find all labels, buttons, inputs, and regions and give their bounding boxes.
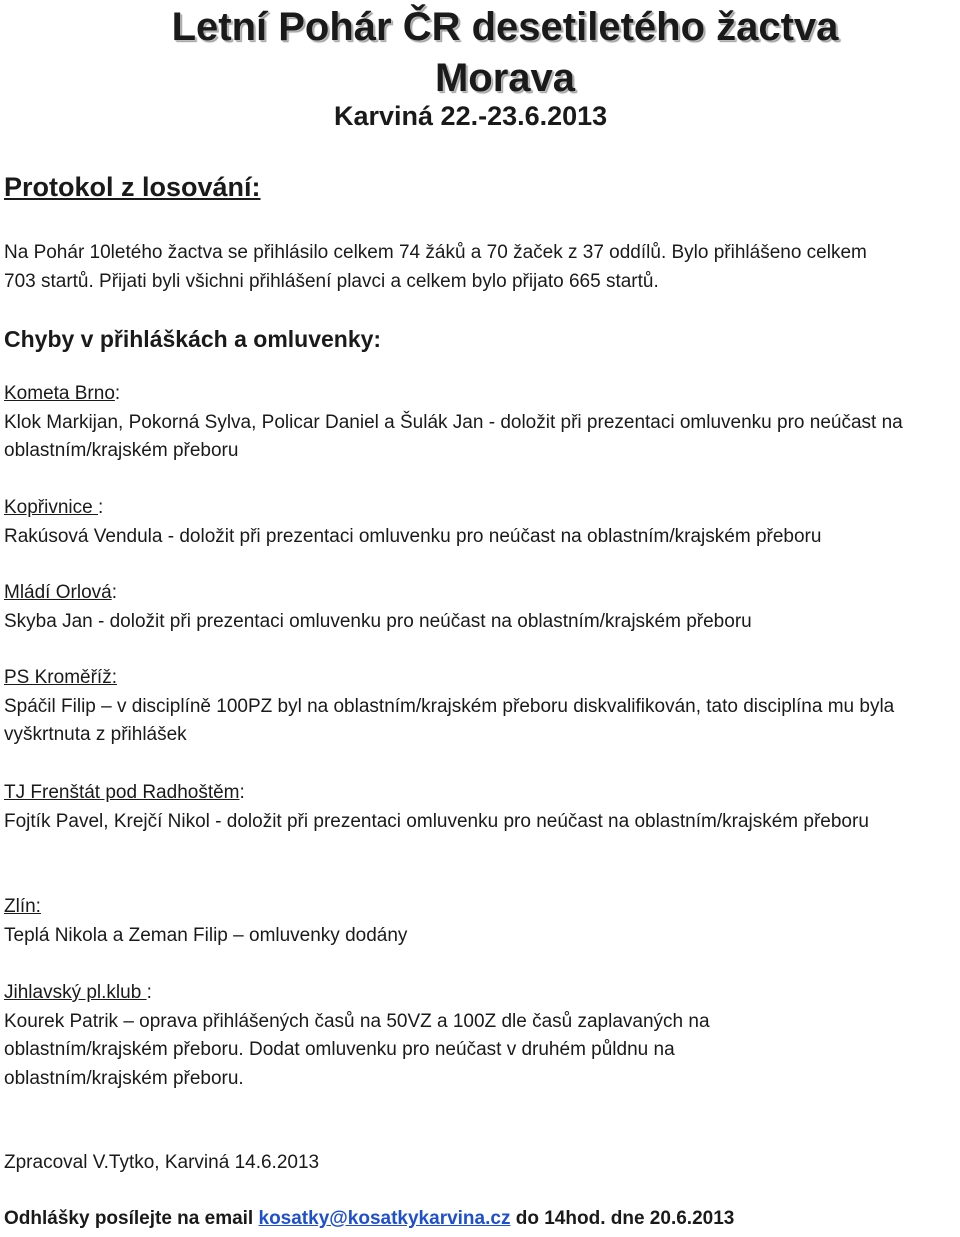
club-tj-frenstat [4, 779, 960, 836]
club-ps-kromeriz [4, 664, 960, 750]
club-koprivnice [4, 494, 960, 551]
club-jihlavsky-pl-klub [4, 979, 960, 1093]
club-note: Teplá Nikola a Zeman Filip – omluvenky dodány [4, 924, 408, 946]
club-note: Spáčil Filip – v disciplíně 100PZ byl na oblastním/krajském přeboru diskvalifikován, tato disciplína mu byla vyškrtnuta z přihlášek [4, 695, 895, 745]
club-mladi-orlova [4, 579, 960, 636]
club-name: Mládí Orlová: [4, 582, 117, 603]
intro-line-2: 703 startů. Přijati byli všichni přihlášení plavci a celkem bylo přijato 665 startů. [4, 270, 659, 292]
club-name: Jihlavský pl.klub : [4, 982, 152, 1003]
protocol-heading: Protokol z losování: [4, 172, 261, 202]
club-name: Kopřivnice : [4, 497, 104, 518]
document-title-line1: Letní Pohár ČR desetiletého žactva [171, 5, 839, 49]
club-note: Skyba Jan - doložit při prezentaci omluvenku pro neúčast na oblastním/krajském přeboru [4, 610, 752, 632]
club-name: PS Kroměříž: [4, 667, 117, 688]
club-note: Rakúsová Vendula - doložit při prezentaci omluvenku pro neúčast na oblastním/krajském přeboru [4, 525, 822, 547]
club-name: TJ Frenštát pod Radhoštěm: [4, 782, 245, 803]
event-place-date: Karviná 22.-23.6.2013 [334, 101, 608, 131]
club-note: Fojtík Pavel, Krejčí Nikol - doložit při prezentaci omluvenku pro neúčast na oblastním/krajském přeboru [4, 810, 869, 832]
intro-paragraph [4, 239, 960, 296]
prepared-by: Zpracoval V.Tytko, Karviná 14.6.2013 [4, 1152, 320, 1173]
intro-line-1: Na Pohár 10letého žactva se přihlásilo celkem 74 žáků a 70 žaček z 37 oddílů. Bylo přihlášeno celkem [4, 242, 867, 263]
club-name: Kometa Brno: [4, 383, 121, 404]
club-kometa-brno [4, 380, 960, 466]
club-zlin [4, 893, 960, 950]
contact-line: Odhlášky posílejte na email kosatky@kosatkykarvina.cz do 14hod. dne 20.6.2013 [4, 1208, 735, 1229]
errors-heading: Chyby v přihláškách a omluvenky: [4, 326, 382, 352]
club-note: Klok Markijan, Pokorná Sylva, Policar Daniel a Šulák Jan - doložit při prezentaci omluvenku pro neúčast na oblastním/krajském přeboru [4, 411, 903, 461]
club-note: Kourek Patrik – oprava přihlášených časů na 50VZ a 100Z dle časů zaplavaných na oblastním/krajském přeboru. Dodat omluvenku pro neúčast v druhém půldnu na oblastním/krajském přeboru. [4, 1010, 710, 1089]
club-name: Zlín: [4, 896, 41, 917]
email-link[interactable]: kosatky@kosatkykarvina.cz [258, 1208, 511, 1229]
document-title-line2: Morava [434, 56, 576, 100]
